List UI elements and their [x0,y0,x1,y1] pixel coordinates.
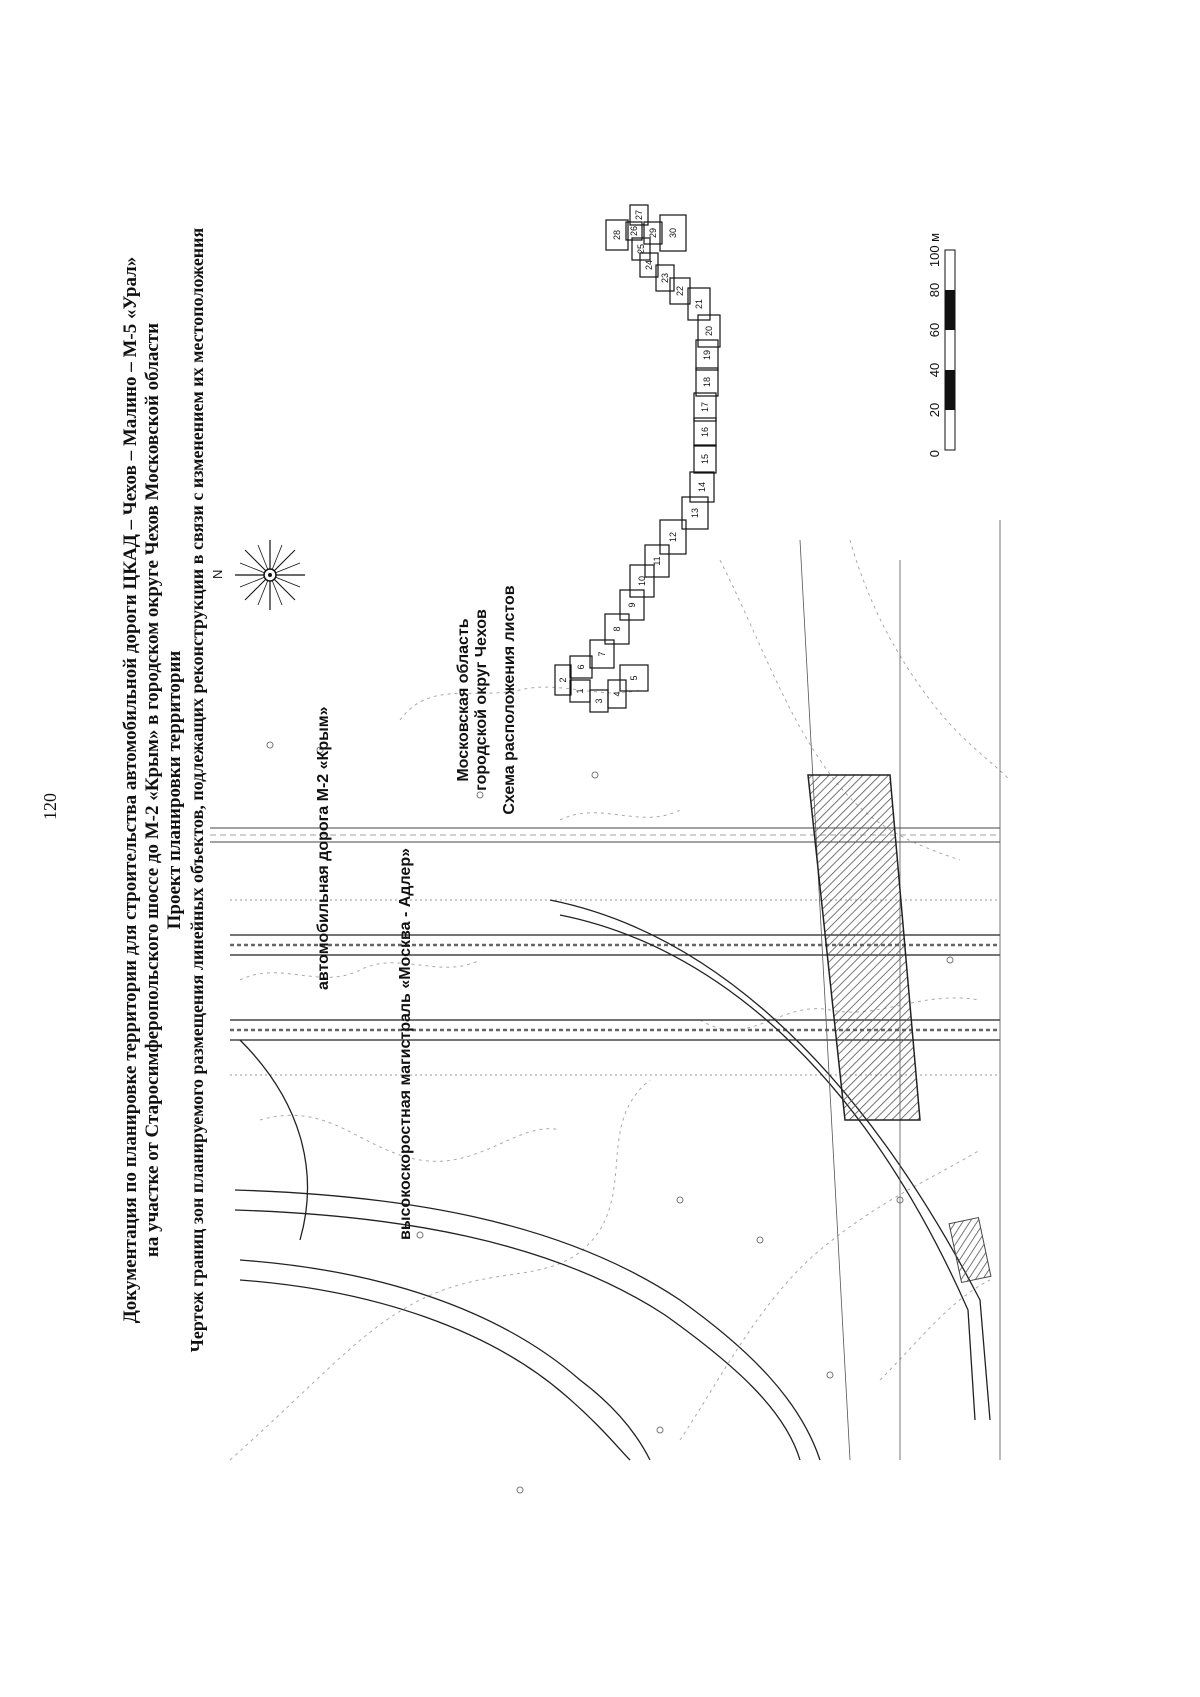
scale-tick-label: 80 [927,282,942,298]
page-number: 120 [40,793,60,820]
sheet-number: 27 [634,209,644,221]
scale-tick-label: 100 м [927,232,942,268]
sheet-number: 20 [704,325,714,337]
sheet-number: 11 [652,556,662,566]
sheet-number: 14 [697,481,707,493]
sheet-number: 10 [637,575,647,587]
sheet-number: 6 [576,664,586,670]
sheet-number: 16 [700,426,710,438]
scale-tick-label: 20 [927,402,942,418]
sheet-number: 15 [700,453,710,465]
scale-bar [927,233,955,457]
sheet-number: 5 [629,675,639,681]
reconstruction-zone [808,775,991,1282]
title-line-3: Проект планировки территории [164,650,185,930]
scale-tick-label: 40 [927,362,942,378]
sheet-number: 21 [694,298,704,310]
title-line-1: Документация по планировке территории для строительства автомобильной дороги ЦКАД – Чехов – Малино – М-5 «Урал» [120,256,141,1324]
title-line-4: Чертеж границ зон планируемого размещения линейных объектов, подлежащих реконструкции в связи с изменением их местоположения [187,227,207,1353]
rail-label: высокоскоростная магистраль «Москва - Адлер» [397,848,414,1240]
sheet-index [555,205,720,712]
compass-label: N [210,569,225,579]
sheet-number: 7 [597,651,607,657]
sheet-number: 8 [612,626,622,632]
sheet-number: 19 [702,349,712,361]
sheet-number: 12 [668,531,678,543]
sheet-number: 23 [660,272,670,284]
sheet-number: 4 [612,691,622,697]
sheet-number: 22 [675,285,685,297]
sheet-number: 3 [594,698,604,704]
sheet-number: 26 [629,225,639,237]
map-frame [210,520,1010,1493]
sheet-number: 9 [627,602,637,608]
sheet-number: 24 [644,259,654,271]
sheet-scheme-label: Схема расположения листов [501,585,518,815]
title-line-2: на участке от Старосимферопольского шоссе до М-2 «Крым» в городском округе Чехов Московской области [142,322,163,1258]
sheet-number: 28 [612,229,622,241]
sheet-number: 2 [558,677,568,683]
region-label-2: городской округ Чехов [473,609,490,791]
sheet-number: 30 [668,227,678,239]
region-label-1: Московская область [455,618,472,782]
sheet-number: 1 [575,688,585,694]
sheet-number: 18 [702,376,712,388]
scale-tick-label: 0 [927,450,942,458]
scale-tick-label: 60 [927,322,942,338]
compass-rose [210,540,305,610]
sheet-number: 13 [690,507,700,519]
sheet-number: 25 [636,243,646,255]
sheet-number: 29 [648,227,658,239]
sheet-number: 17 [700,401,710,413]
road-label: автомобильная дорога М-2 «Крым» [315,706,332,990]
